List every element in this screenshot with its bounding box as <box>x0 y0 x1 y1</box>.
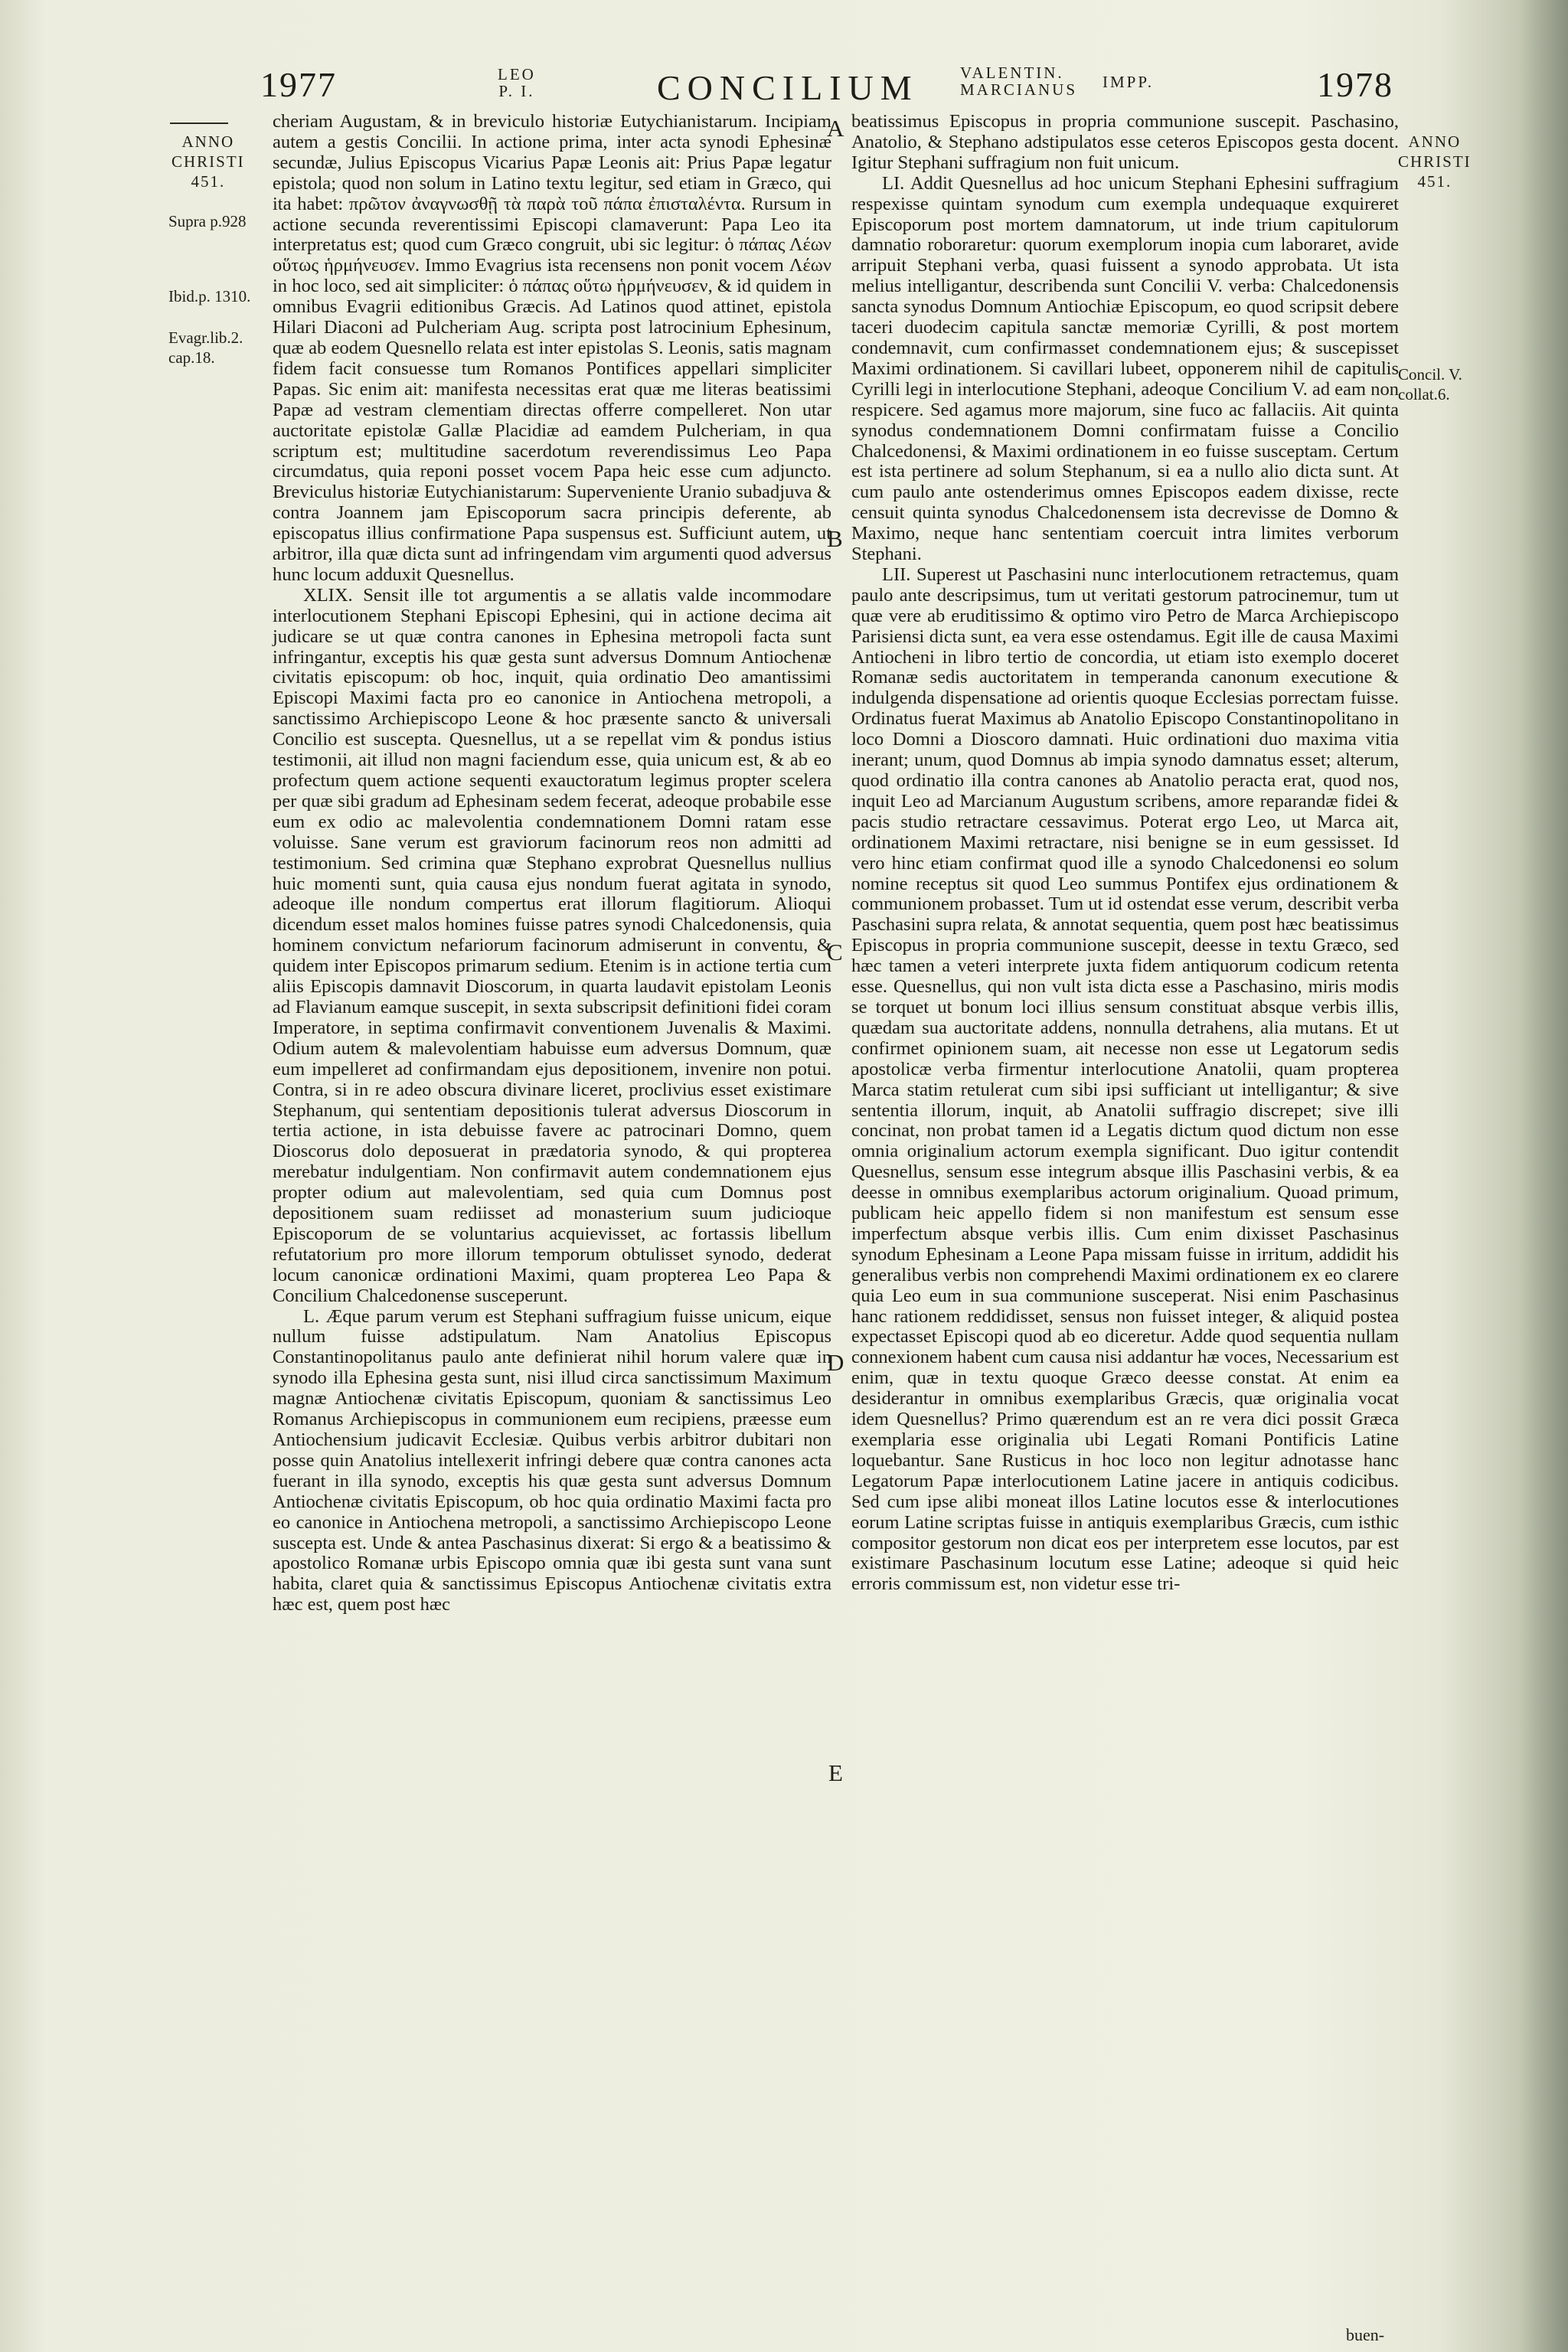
paragraph-xlix: XLIX. Sensit ille tot argumentis a se allatis valde incommodare interlocutionem Stephani Episcopi Ephesini, qui in actione decima ait judicare se ut quæ contra canones in Ephesina metropoli facta sunt infringantur, exceptis his quæ gesta sunt adversus Domnum Antiochenæ civitatis episcopum: ob hoc, inquit, quia ordinatio Deo amantissimi Episcopi Maximi facta pro eo canonice in Antiochena metropoli, a sanctissimo Archiepiscopo Leone & hoc præsente sancto & universali Concilio est suscepta. Quesnellus, ut a se repellat vim & pondus istius testimonii, ait illud non magni faciendum esse, quia unicum est, & ab eo profectum quem actione sequenti exauctoratum legimus propter scelera per quæ sibi gradum ad Ephesinam sedem fecerat, adeoque probabile esse eum ex odio ac malevolentia condemnationem Domni ratam esse voluisse. Sane verum est graviorum facinorum reos non admitti ad testimonium. Sed crimina quæ Stephano exprobrat Quesnellus nullius huic momenti sunt, quia causa ejus nondum fuerat agitata in synodo, adeoque ille nondum compertus erat illorum flagitiorum. Alioqui dicendum esset malos homines fuisse patres synodi Chalcedonensis, quia hominem convictum nefariorum facinorum admiserunt in conventu, & quidem inter Episcopos primarum sedium. Etenim is in actione tertia cum aliis Episcopis damnavit Dioscorum, in quarta laudavit epistolam Leonis ad Flavianum eamque suscepit, in sexta subscripsit definitioni fidei coram Imperatore, in septima confirmavit conventionem Juvenalis & Maximi. Odium autem & malevolentiam habuisse eum adversus Domnum, quæ eum impelleret ad confirmandam ejus depositionem, invenire non potui. Contra, si in re adeo obscura divinare liceret, proclivius esset existimare Stephanum, qui sententiam depositionis tulerat adversus Dioscorum in tertia actione, in ista debuisse favere ac patrocinari Domno, quem Dioscorus dolo deposuerat in prædatoria synodo, & qui propterea merebatur indulgentiam. Non confirmavit autem condemnationem ejus propter odium aut malevolentiam, sed quia cum Domnus post depositionem suam rediisset ad monasterium suum judicioque Episcoporum de se voluntarius acquievisset, ac fortassis libellum refutatorium pro more illorum temporum obtulisset synodo, dederat locum canonicæ ordinationi Maximi, quam propterea Leo Papa & Concilium Chalcedonense susceperunt. <box>273 584 831 1306</box>
section-letter-d: D <box>827 1349 844 1376</box>
margin-ref-left-1: Supra p.928 <box>168 212 247 230</box>
left-text-column <box>273 112 831 1615</box>
section-letter-b: B <box>827 525 843 552</box>
paragraph-li: LI. Addit Quesnellus ad hoc unicum Stephani Ephesini suffragium respexisse quintam synodum cum exempla undequaque exquireret Episcoporum post mortem damnatorum, ut inde trium capitulorum damnatio roboraretur: quorum exemplorum inopia cum laboraret, avide arripuit Stephani verba, quasi fuissent a synodo approbata. Ut ista melius intelligantur, describenda sunt Concilii V. verba: Chalcedonensis sancta synodus Domnum Antiochiæ Episcopum, eo quod scripsit debere taceri duodecim capitula sanctæ memoriæ Cyrilli, & post mortem condemnavit, cum confirmasset condemnationem ejus; & suscepisset Maximi ordinationem. Si cavillari lubeet, opponerem nihil de capitulis Cyrilli legi in interlocutione Stephani, adeoque Concilium V. ad eam non respicere. Sed agamus more majorum, sine fuco ac fallaciis. Ait quinta synodus condemnationem Domni confirmatam fuisse a Concilio Chalcedonensi, & Maximi ordinationem in eo fuisse susceptam. Certum est ista pertinere ad solum Stephanum, si ea a nullo alio dicta sunt. At cum paulo ante ostenderimus omnes Episcopos eadem dixisse, recte censuit quinta synodus Chalcedonensem ista decrevisse de Domno & Maximo, neque hanc sententiam coercuit intra limites verborum Stephani. <box>851 172 1399 565</box>
running-head-impp: IMPP. <box>1102 73 1154 91</box>
catchword: buen- <box>1346 2325 1385 2344</box>
margin-anno-left: ANNO CHRISTI 451. <box>172 132 245 191</box>
running-head-pope <box>498 66 536 100</box>
section-letter-c: C <box>827 939 843 965</box>
margin-ref-left-3: Evagr.lib.2. cap.18. <box>168 328 243 367</box>
margin-anno-right: ANNO CHRISTI 451. <box>1398 132 1472 191</box>
paragraph-l: L. Æque parum verum est Stephani suffragium fuisse unicum, eique nullum fuisse adstipulatum. Nam Anatolius Episcopus Constantinopolitanus paulo ante definierat nihil horum valere quæ in synodo illa Ephesina gesta sunt, nisi illud circa sanctissimum Maximum magnæ Antiochenæ civitatis Episcopum, quoniam & sanctissimus Leo Romanus Archiepiscopus in communionem eum recipiens, præesse eum Antiochensium judicavit Ecclesiæ. Quibus verbis arbitror dubitari non posse quin Anatolius intellexerit infringi debere quæ contra canones acta fuerant in illa synodo, exceptis his quæ gesta sunt adversus Domnum Antiochenæ civitatis Episcopum, ob hoc quia ordinatio Maximi facta pro eo canonice in Antiochena metropoli, a sanctissimo Archiepiscopo Leone suscepta est. Unde & antea Paschasinus dixerat: Si ergo & a beatissimo & apostolico Romanæ urbis Episcopo omnia quæ ibi gesta sunt vana sunt habita, claret quia & sanctissimus Episcopus Antiochenæ civitatis extra hæc est, quem post hæc <box>273 1305 831 1615</box>
paragraph-continuation-right: beatissimus Episcopus in propria communione suscepit. Paschasino, Anatolio, & Stephano adstipulatos esse ceteros Episcopos gesta docent. Igitur Stephani suffragium non fuit unicum. <box>851 111 1399 173</box>
margin-rule <box>170 122 228 124</box>
emperor-2: MARCIANUS <box>960 80 1078 99</box>
right-text-column <box>851 112 1399 1595</box>
emperor-1: VALENTIN. <box>960 64 1064 82</box>
margin-ref-right-1: Concil. V. collat.6. <box>1398 365 1462 403</box>
pope-name: LEO <box>498 65 536 83</box>
paragraph-continuation: cheriam Augustam, & in breviculo historiæ Eutychianistarum. Incipiam autem a gestis Concilii. In actione prima, inter acta synodi Ephesinæ secundæ, Julius Episcopus Vicarius Papæ Leonis ait: Prius Papæ legatur epistola; quod non solum in Latino textu legitur, sed etiam in Græco, qui ita habet: πρῶτον ἀναγνωσθῇ τὰ παρὰ τοῦ πάπα ἐπισταλέντα. Rursum in actione secunda reverentissimi Episcopi clamaverunt: Papa Leo ita interpretatus est; quod cum Græco congruit, ubi sic legitur: ὁ πάπας Λέων οὕτως ἡρμήνευσεν. Immo Evagrius ista recensens non ponit vocem Λέων in hoc loco, sed ait simpliciter: ὁ πάπας οὕτω ἡρμήνευσεν, & id quidem in omnibus Evagrii editionibus Græcis. Ad Latinos quod attinet, epistola Hilari Diaconi ad Pulcheriam Aug. scripta post latrocinium Ephesinum, quæ ab eodem Quesnello relata est inter epistolas S. Leonis, satis magnam fidem facit consuesse tum Romanos Pontifices appellari simpliciter Papas. Sic enim ait: manifesta necessitas erat quæ me literas beatissimi Papæ ad vestram clementiam directas offerre compelleret. Non utar auctoritate epistolæ Gallæ Placidiæ ad eamdem Pulcheriam, in qua scriptum est; multitudine sacerdotum reverendissimus Leo Papa circumdatus, quia reponi posset vocem Papa heic esse cum adjuncto. Breviculus historiæ Eutychianistarum: Superveniente Uranio subadjuva & contra Joannem jam Episcoporum sacra principis deferente, ab episcopatus illius confirmatione Papa suspensus est. Sufficiunt autem, ut arbitror, illa quæ dicta sunt ad infringendam vim argumenti quod adversus hunc locum adduxit Quesnellus. <box>273 111 831 585</box>
margin-ref-left-2: Ibid.p. 1310. <box>168 287 251 305</box>
section-letter-e: E <box>828 1759 843 1786</box>
running-head-emperors <box>960 64 1077 98</box>
page-edge-shadow <box>1519 0 1568 2352</box>
running-head-title: CONCILIUM <box>657 68 919 107</box>
section-letter-a: A <box>827 115 844 142</box>
page-number-left: 1977 <box>260 65 337 104</box>
pope-number: P. I. <box>498 82 535 100</box>
paragraph-lii: LII. Superest ut Paschasini nunc interlocutionem retractemus, quam paulo ante descripsimus, tum ut veritati gestorum patrocinemur, tum ut quæ vere ab eruditissimo & optimo viro Petro de Marca Archiepiscopo Parisiensi dicta sunt, ea vera esse ostendamus. Egit ille de causa Maximi Antiocheni in libro tertio de concordia, ut etiam isto exemplo doceret Romanæ sedis auctoritatem in temperanda canonum executione & indulgenda dispensatione ad orientis quoque Ecclesias porrectam fuisse. Ordinatus fuerat Maximus ab Anatolio Episcopo Constantinopolitano in loco Domni a Dioscoro damnati. Huic ordinationi duo maxima vitia inerant; unum, quod Domnus ab impia synodo damnatus esset; alterum, quod ordinatio illa contra canones ab Anatolio peracta erat, quod nos, inquit Leo ad Marcianum Augustum scribens, amore reparandæ fidei & pacis studio retractare cessavimus. Poterat ergo Leo, ut Marca ait, ordinationem Maximi retractare, nisi benigne se in eum gessisset. Id vero hinc etiam confirmat quod ille a synodo Chalcedonensi eo solum nomine receptus sit quod Leo summus Pontifex ejus ordinationem & communionem probasset. Tum ut id ostendat esse verum, describit verba Paschasini supra relata, & annotat sequentia, quem post hæc beatissimus Episcopus in propria communione suscepit, deesse in textu Græco, sed hæc tamen a veteri interprete juxta fidem antiquorum codicum retenta esse. Quesnellus, qui non vult ista dicta esse a Paschasino, miris modis se torquet ut bonum loci illius sensum constituat absque verbis illis, quædam sua auctoritate addens, nonnulla detrahens, alia mutans. Et ut confirmet opinionem suam, ait necesse non esse ut Legatorum sedis apostolicæ verba firmentur interlocutione Anatolii, quam propterea Marca statim retulerat cum sibi ipsi sufficiant ut intelligantur; & sive sententia illorum, inquit, ab Anatolii suffragio discrepet; sive illi concinat, non probat tamen id a Legatis dictum quod dictum non esse omnia originalium actorum exempla significant. Duo igitur contendit Quesnellus, sensum esse integrum absque illis Paschasini verbis, & ea deesse in omnibus exemplaribus actorum originalium. Quoad primum, publicam heic appello fidem si non manifestum est sensum esse imperfectum absque verbis illis. Cum enim dixisset Paschasinus synodum Ephesinam a Leone Papa missam fuisse in irritum, addidit his generalibus verbis non comprehendi Maximi ordinationem ex eo clarere quia Leo eum in sua communione susceperat. Nisi enim Paschasinus hanc rationem reddidisset, sensus non fuisset integer, & aliquid postea expectasset Episcopi quod ab eo diceretur. Adde quod sequentia nullam connexionem habent cum causa nisi addantur hæ voces, Necessarium est enim, quæ in textu quoque Græco deesse constat. At enim ea desiderantur in omnibus exemplaribus Græcis, quæ originalia vocat idem Quesnellus? Primo quærendum est an re vera dici possit Græca exemplaria esse originalia ubi Legati Romani Pontificis Latine loquebantur. Sane Rusticus in hoc loco non legitur adnotasse hanc Legatorum Papæ interlocutionem Latine jacere in antiquis codicibus. Sed cum ipse alibi moneat illos Latine locutos esse & interlocutiones eorum Latine scriptas fuisse in antiquis exemplaribus Græcis, cum isthic compositor gestorum non dicat eos per interpretem esse locutos, par est existimare Paschasinum locutum esse Latine; adeoque si quid heic erroris commissum est, non videtur esse tri- <box>851 564 1399 1595</box>
page-number-right: 1978 <box>1317 65 1393 104</box>
